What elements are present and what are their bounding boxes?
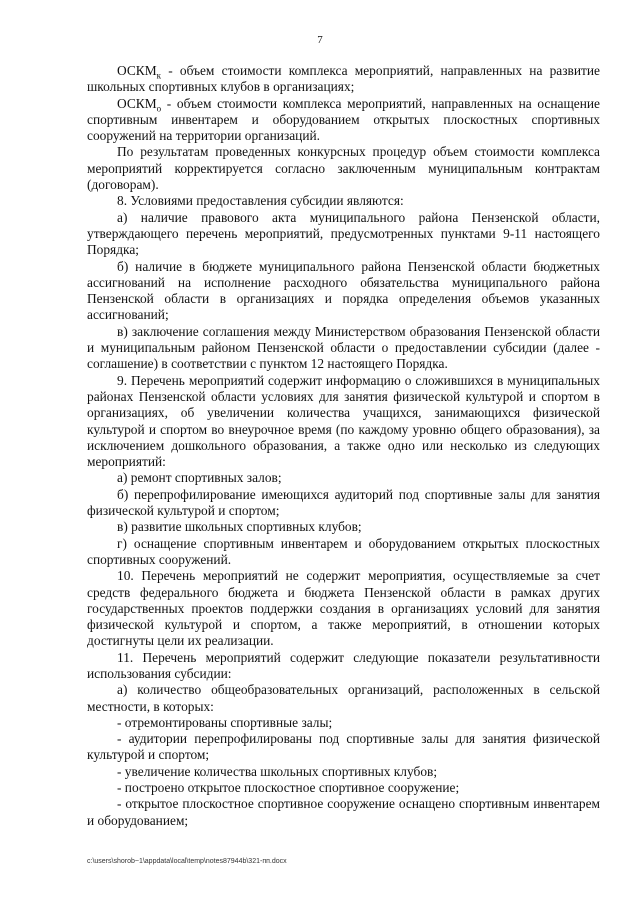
paragraph-p8b: б) наличие в бюджете муниципального района Пензенской области бюджетных ассигнований на исполнение расходного обязательства муниципального района Пензенской области в организациях и порядка определения объемов указанных ассигнований; (87, 258, 600, 323)
paragraph-p9a: а) ремонт спортивных залов; (117, 470, 282, 486)
paragraph-p8v: в) заключение соглашения между Министерством образования Пензенской области и муниципальным районом Пензенской области о предоставлении субсидии (далее - соглашение) в соответствии с пунктом 12 настоящего Порядка. (87, 323, 600, 372)
paragraph-results: По результатам проведенных конкурсных процедур объем стоимости комплекса мероприятий корректируется согласно заключенным муниципальным контрактам (договорам). (87, 144, 600, 193)
paragraph-p10: 10. Перечень мероприятий не содержит мероприятия, осуществляемые за счет средств федерального бюджета и бюджета Пензенской области в рамках других государственных проектов поддержки создания в организациях условий для занятия физической культурой и спортом, а также мероприятий, в отношении которых достигнуты цели их реализации. (87, 568, 600, 649)
paragraph-p11: 11. Перечень мероприятий содержит следующие показатели результативности использования субсидии: (87, 649, 600, 681)
paragraph-oskm-o: $ОСКМ_о$ - объем стоимости комплекса мероприятий, направленных на оснащение спортивным инвентарем и оборудованием открытых плоскостных спортивных сооружений на территории организаций. (87, 95, 600, 144)
paragraph-p11a: а) количество общеобразовательных организаций, расположенных в сельской местности, в которых: (87, 682, 600, 714)
paragraph-p11a2: - аудитории перепрофилированы под спортивные залы для занятия физической культурой и спортом; (87, 731, 600, 763)
file-path-footer: c:\users\shorob~1\appdata\local\temp\notes87944b\321-пп.docx (87, 858, 287, 865)
paragraph-p9b: б) перепрофилирование имеющихся аудиторий под спортивные залы для занятия физической культурой и спортом; (87, 486, 600, 519)
paragraph-p8a: а) наличие правового акта муниципального района Пензенской области, утверждающего перечень мероприятий, предусмотренных пунктами 9-11 настоящего Порядка; (87, 209, 600, 258)
paragraph-oskm-k-1: $ОСКМ_к$ - объем стоимости комплекса мероприятий, направленных на развитие школьных спортивных клубов в организациях; (87, 63, 600, 95)
paragraph-p11a3: - увеличение количества школьных спортивных клубов; (117, 763, 438, 779)
paragraph-p9v: в) развитие школьных спортивных клубов; (117, 519, 362, 535)
document-body (87, 63, 600, 829)
paragraph-p11a4: - построено открытое плоскостное спортивное сооружение; (117, 780, 460, 796)
paragraph-p8: 8. Условиями предоставления субсидии являются: (117, 193, 404, 209)
paragraph-p9g: г) оснащение спортивным инвентарем и оборудованием открытых плоскостных спортивных сооружений. (87, 535, 600, 567)
paragraph-p9: 9. Перечень мероприятий содержит информацию о сложившихся в муниципальных районах Пензенской области условиях для занятия физической культурой и спортом в организациях, об увеличении количества учащихся, занимающихся физической культурой и спортом во внеурочное время (по каждому уровню общего образования), за исключением дошкольного образования, а также одно или несколько из следующих мероприятий: (87, 372, 600, 470)
paragraph-p11a1: - отремонтированы спортивные залы; (117, 714, 333, 730)
paragraph-p11a5: - открытое плоскостное спортивное сооружение оснащено спортивным инвентарем и оборудованием; (87, 796, 600, 828)
page-number: 7 (317, 34, 323, 46)
